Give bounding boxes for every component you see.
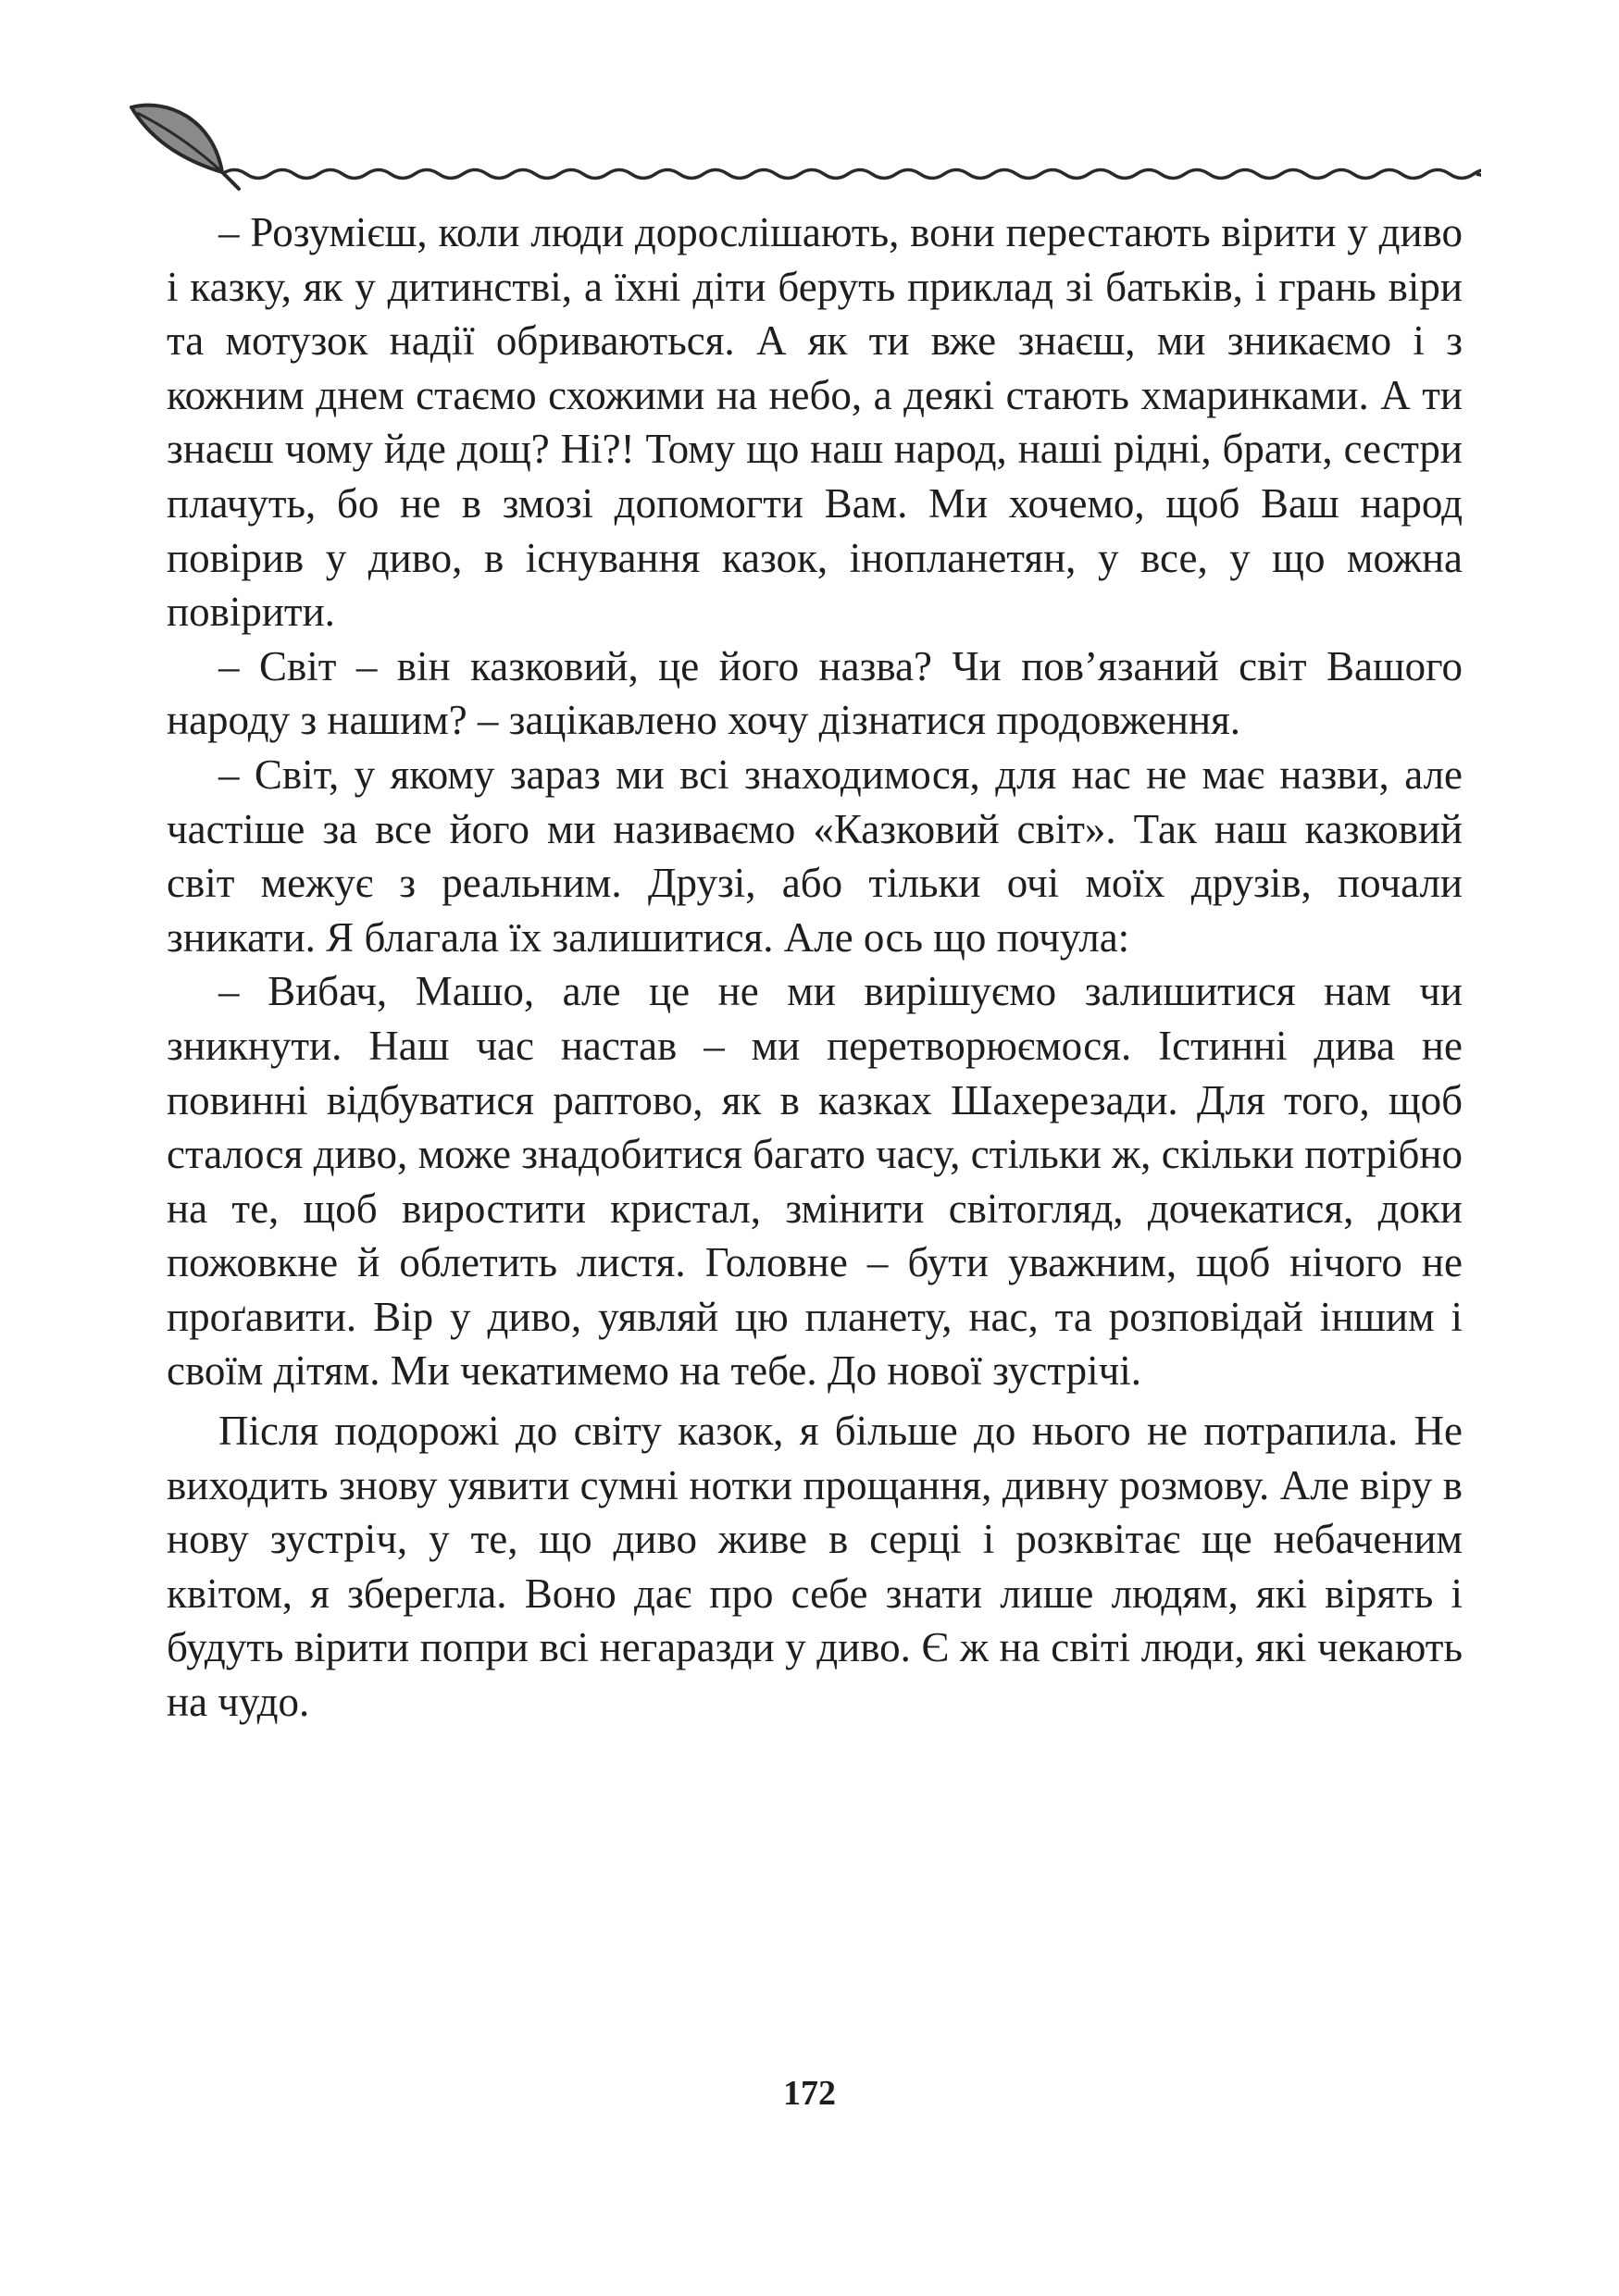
paragraph-2: – Світ – він казковий, це його назва? Чи пов’язаний світ Вашого народу з нашим? – зацікавлено хочу дізнатися продовження. xyxy=(167,642,1463,744)
paragraph-1: – Розумієш, коли люди дорослішають, вони перестають вірити у диво і казку, як у дитинстві, а їхні діти беруть приклад зі батьків, і грань віри та мотузок надії обриваються. А як ти вже знаєш, ми зникаємо і з кожним днем стаємо схожими на небо, а деякі стають хмаринками. А ти знаєш чому йде дощ? Ні?! Тому що наш народ, наші рідні, брати, сестри плачуть, бо не в змозі допомогти Вам. Ми хочемо, щоб Ваш народ повірив у диво, в існування казок, інопланетян, у все, у що можна повірити. xyxy=(167,209,1463,636)
header-ornament xyxy=(130,100,1481,192)
page-number: 172 xyxy=(783,2074,836,2113)
body-text xyxy=(167,205,1463,1730)
feather-quill-icon xyxy=(131,105,239,189)
wavy-divider xyxy=(222,170,1481,179)
paragraph-5: Після подорожі до світу казок, я більше до нього не потрапила. Не виходить знову уявити сумні нотки прощання, дивну розмову. Але віру в нову зустріч, у те, що диво живе в серці і розквітає ще небаченим квітом, я зберегла. Воно дає про себе знати лише людям, які вірять і будуть вірити попри всі негаразди у диво. Є ж на світі люди, які чекають на чудо. xyxy=(167,1408,1463,1726)
paragraph-3: – Світ, у якому зараз ми всі знаходимося, для нас не має назви, але частіше за все його ми називаємо «Казковий світ». Так наш казковий світ межує з реальним. Друзі, або тільки очі моїх друзів, почали зникати. Я благала їх залишитися. Але ось що почула: xyxy=(167,751,1463,961)
paragraph-4: – Вибач, Машо, але це не ми вирішуємо залишитися нам чи зникнути. Наш час настав – ми перетворюємося. Істинні дива не повинні відбуватися раптово, як в казках Шахерезади. Для того, щоб сталося диво, може знадобитися багато часу, стільки ж, скільки потрібно на те, щоб виростити кристал, змінити світогляд, дочекатися, доки пожовкне й облетить листя. Головне – бути уважним, щоб нічого не проґавити. Вір у диво, уявляй цю планету, нас, та розповідай іншим і своїм дітям. Ми чекатимемо на тебе. До нової зустрічі. xyxy=(167,968,1463,1395)
